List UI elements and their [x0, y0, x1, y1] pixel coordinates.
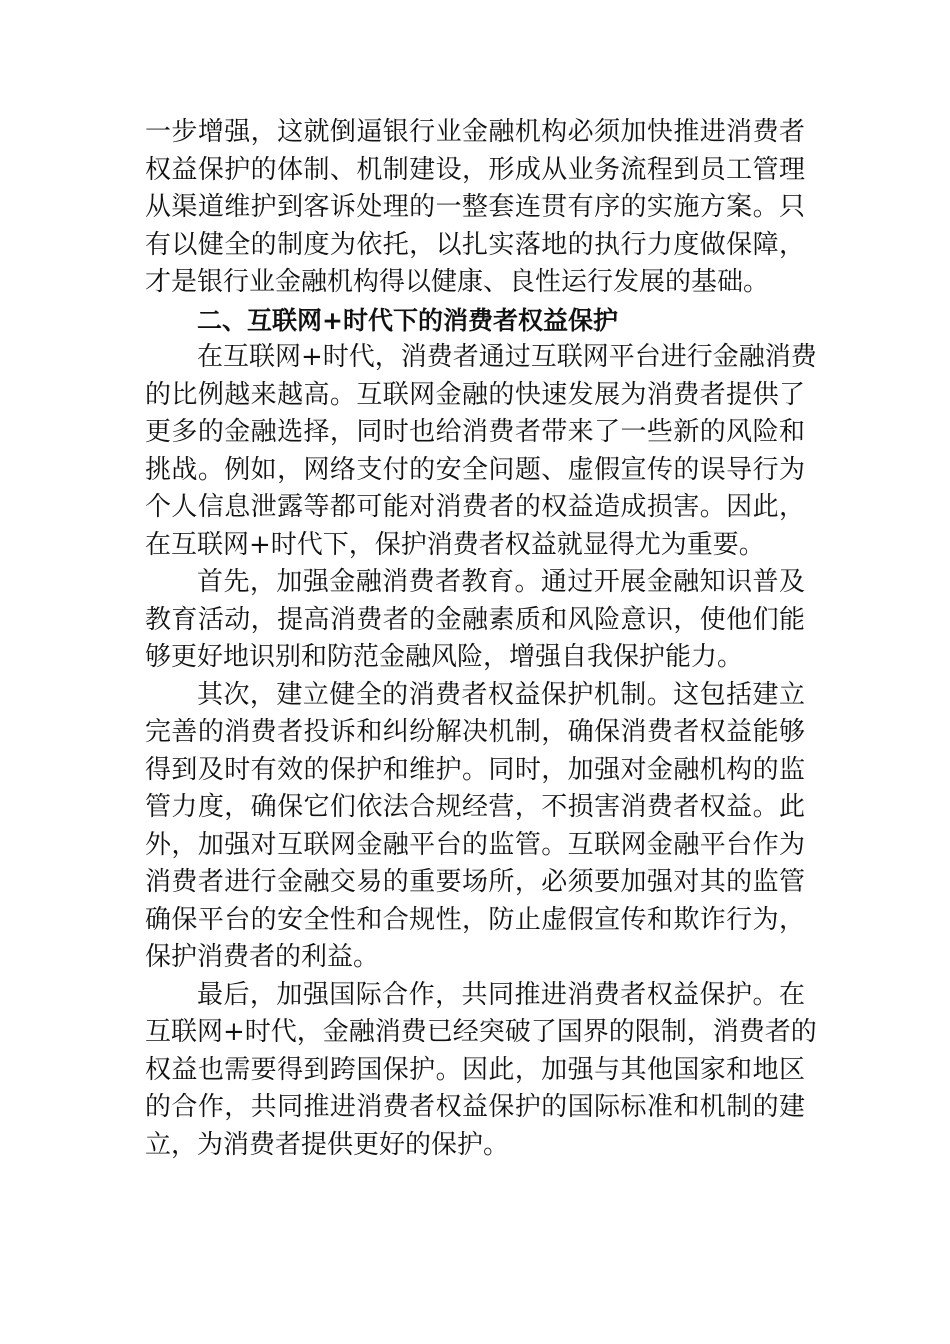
paragraph-intro	[145, 339, 817, 564]
text-line: 一步增强，这就倒逼银行业金融机构必须加快推进消费者	[145, 117, 805, 147]
text-line: 确保平台的安全性和合规性，防止虚假宣传和欺诈行为，	[145, 904, 805, 935]
text-line: 够更好地识别和防范金融风险，增强自我保护能力。	[145, 642, 744, 672]
text-line: 完善的消费者投诉和纠纷解决机制，确保消费者权益能够	[145, 717, 805, 747]
paragraph-second	[145, 677, 805, 977]
text-line: 挑战。例如，网络支付的安全问题、虚假宣传的误导行为	[145, 454, 805, 485]
text-line: 在互联网+时代下，保护消费者权益就显得尤为重要。	[145, 529, 765, 560]
text-line: 管力度，确保它们依法合规经营，不损害消费者权益。此	[145, 792, 805, 822]
text-line: 立，为消费者提供更好的保护。	[145, 1129, 510, 1160]
text-line: 互联网+时代，金融消费已经突破了国界的限制，消费者的	[145, 1017, 817, 1047]
paragraph-continuation	[145, 114, 805, 302]
text-line: 权益也需要得到跨国保护。因此，加强与其他国家和地区	[145, 1054, 805, 1085]
text-line: 的合作，共同推进消费者权益保护的国际标准和机制的建	[145, 1092, 805, 1122]
text-line: 保护消费者的利益。	[145, 942, 380, 972]
text-line: 权益保护的体制、机制建设，形成从业务流程到员工管理	[145, 154, 805, 185]
text-line: 的比例越来越高。互联网金融的快速发展为消费者提供了	[145, 379, 805, 410]
text-line: 教育活动，提高消费者的金融素质和风险意识，使他们能	[145, 604, 805, 635]
text-line: 其次，建立健全的消费者权益保护机制。这包括建立	[197, 679, 805, 710]
paragraph-first	[145, 564, 805, 677]
text-line: 更多的金融选择，同时也给消费者带来了一些新的风险和	[145, 417, 805, 447]
text-line: 外，加强对互联网金融平台的监管。互联网金融平台作为	[145, 829, 805, 860]
section-heading: 二、互联网+时代下的消费者权益保护	[197, 305, 618, 335]
text-line: 首先，加强金融消费者教育。通过开展金融知识普及	[197, 567, 805, 597]
text-line: 最后，加强国际合作，共同推进消费者权益保护。在	[197, 979, 805, 1010]
paragraph-last	[145, 977, 817, 1165]
document-body	[145, 114, 817, 1164]
text-line: 得到及时有效的保护和维护。同时，加强对金融机构的监	[145, 754, 805, 785]
text-line: 从渠道维护到客诉处理的一整套连贯有序的实施方案。只	[145, 192, 805, 222]
text-line: 有以健全的制度为依托，以扎实落地的执行力度做保障，	[145, 229, 805, 260]
text-line: 才是银行业金融机构得以健康、良性运行发展的基础。	[145, 267, 770, 297]
text-line: 消费者进行金融交易的重要场所，必须要加强对其的监管	[145, 867, 805, 897]
text-line: 个人信息泄露等都可能对消费者的权益造成损害。因此，	[145, 492, 805, 522]
text-line: 在互联网+时代，消费者通过互联网平台进行金融消费	[197, 342, 817, 372]
